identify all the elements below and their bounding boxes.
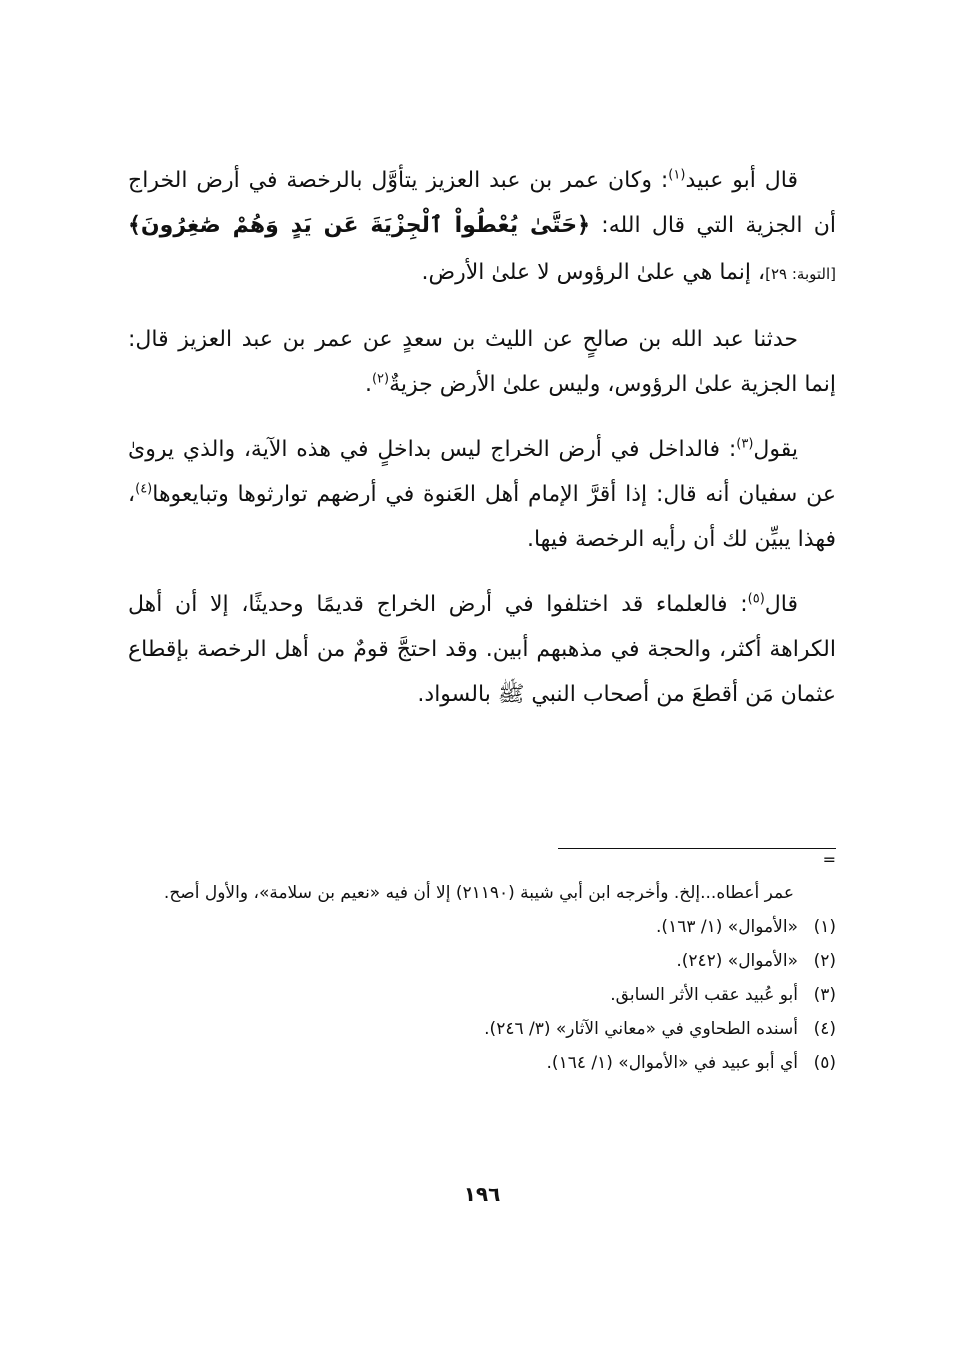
footnote-number: (٤) [813, 1019, 836, 1039]
paragraph-text: يقول [753, 437, 798, 462]
footnote-number: (٥) [813, 1053, 836, 1073]
footnote-text: «الأموال» (٢٤٢). [676, 951, 798, 971]
paragraph-3 [128, 427, 836, 562]
paragraph-text: قال أبو عبيد [685, 168, 799, 193]
footnote-continuation-mark: = [822, 850, 836, 869]
footnote-text: أي أبو عبيد في «الأموال» (١/ ١٦٤). [546, 1053, 798, 1073]
paragraph-text: : فالعلماء قد اختلفوا في أرض الخراج قديمًا وحديثًا، إلا أن أهل الكراهة أكثر، والحجة في مذهبهم أبين. وقد احتجَّ قومٌ من أهل الرخصة بإقطاع عثمان مَن أقطعَ من أصحاب النبي ﷺ بالسواد. [128, 592, 836, 707]
main-text [128, 158, 836, 737]
paragraph-text: قال [764, 592, 798, 617]
paragraph-text: . [364, 372, 372, 397]
footnote-2 [128, 944, 836, 978]
footnote-ref-2: (٢) [371, 371, 390, 387]
paragraph-text: حدثنا عبد الله بن صالحٍ عن الليث بن سعدٍ عن عمر بن عبد العزيز قال: إنما الجزية علىٰ الرؤوس، وليس علىٰ الأرض جزيةٌ [128, 327, 836, 397]
paragraph-text: ، فهذا يبيِّن لك أن رأيه الرخصة فيها. [128, 482, 836, 552]
footnote-text: أبو عُبيد عقب الأثر السابق. [610, 985, 798, 1005]
page-number: ١٩٦ [463, 1182, 501, 1206]
footnote-divider [558, 848, 836, 849]
paragraph-2 [128, 317, 836, 407]
footnote-number: (٢) [813, 951, 836, 971]
footnotes [128, 876, 836, 1080]
footnote-number: (١) [813, 917, 836, 937]
paragraph-text: : فالداخل في أرض الخراج ليس بداخلٍ في هذه الآية، والذي يروىٰ عن سفيان أنه قال: إذا أقرَّ الإمام أهل العَنوة في أرضهم توارثوها وتبايعوها [128, 437, 836, 507]
footnote-4 [128, 1012, 836, 1046]
footnote-text: أسنده الطحاوي في «معاني الآثار» (٣/ ٢٤٦). [484, 1019, 798, 1039]
paragraph-1 [128, 158, 836, 297]
footnote-5 [128, 1046, 836, 1080]
paragraph-4 [128, 582, 836, 717]
verse-citation: [التوبة: ٢٩] [765, 265, 836, 283]
paragraph-text: : وكان عمر بن عبد العزيز يتأوَّل بالرخصة في أرض الخراج أن الجزية التي قال الله: [128, 168, 837, 238]
paragraph-text: ، إنما هي علىٰ الرؤوس لا علىٰ الأرض. [421, 260, 766, 285]
footnote-ref-4: (٤) [135, 481, 153, 497]
footnote-ref-3: (٣) [736, 436, 754, 452]
quran-verse: ﴿حَتَّىٰ يُعْطُواْ ٱلْجِزْيَةَ عَن يَدٍ وَهُمْ صَٰغِرُونَ﴾ [128, 213, 591, 238]
footnote-ref-1: (١) [668, 167, 686, 183]
footnote-3 [128, 978, 836, 1012]
footnote-1 [128, 910, 836, 944]
footnote-ref-5: (٥) [747, 591, 765, 607]
footnote-continuation: عمر أعطاه...إلخ. وأخرجه ابن أبي شيبة (٢١١٩٠) إلا أن فيه «نعيم بن سلامة»، والأول أصح. [163, 883, 794, 903]
footnote-text: «الأموال» (١/ ١٦٣). [656, 917, 798, 937]
footnote-number: (٣) [813, 985, 836, 1005]
